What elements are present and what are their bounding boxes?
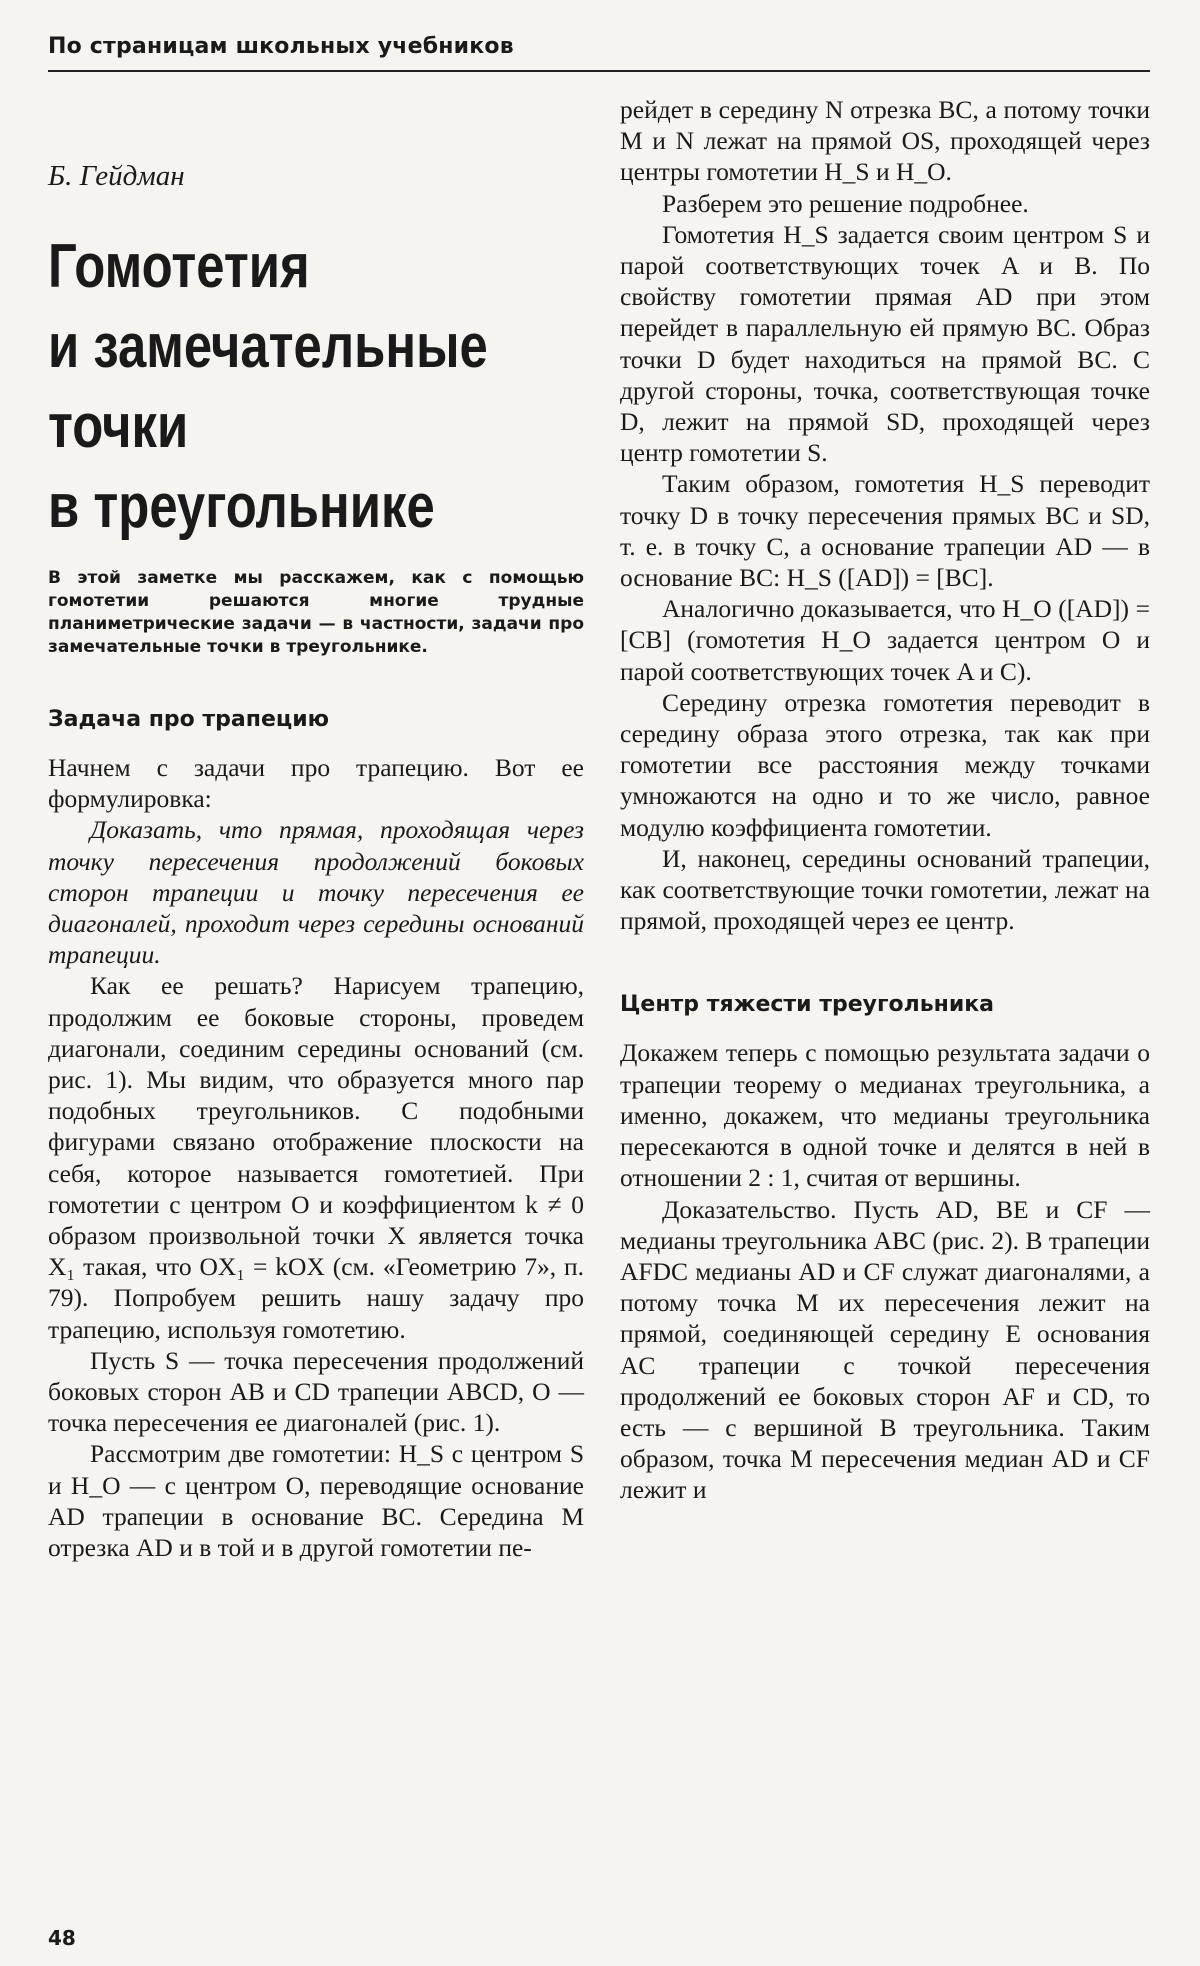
paragraph: И, наконец, середины оснований трапеции, как соответствующие точки гомотетии, лежат на прямой, проходящей через ее центр. [620,843,1150,936]
paragraph: Рассмотрим две гомотетии: H_S с центром S и H_O — с центром O, переводящие основание AD трапеции в основание BC. Середина M отрезка AD и в той и в другой гомотетии пе- [48,1439,584,1563]
header-rule [48,70,1150,72]
paragraph: Начнем с задачи про трапецию. Вот ее формулировка: [48,753,584,814]
title-line: Гомотетия [48,232,310,301]
paragraph: Доказать, что прямая, проходящая через точку пересечения продолжений боковых сторон трапеции и точку пересечения ее диагоналей, проходит через середины оснований трапеции. [48,815,584,970]
paragraph: Доказательство. Пусть AD, BE и CF — медианы треугольника ABC (рис. 2). В трапеции AFDC медианы AD и CF служат диагоналями, а потому точка M их пересечения лежит на прямой, соединяющей середину E основания AC трапеции с точкой пересечения продолжений ее боковых сторон AF и CD, то есть — с вершиной B треугольника. Таким образом, точка M пересечения медиан AD и CF лежит и [620,1194,1150,1505]
running-header: По страницам школьных учебников [48,34,514,59]
right-column [620,94,1150,1506]
section-heading: Центр тяжести треугольника [620,992,995,1018]
paragraph: Докажем теперь с помощью результата задачи о трапеции теорему о медианах треугольника, а именно, докажем, что медианы треугольника пересекаются в одной точке и делятся в ней в отношении 2 : 1, считая от вершины. [620,1038,1150,1193]
article-title [48,227,573,551]
paragraph: Таким образом, гомотетия H_S переводит точку D в точку пересечения прямых BC и SD, т. е. в точку C, а основание трапеции AD — в основание BC: H_S ([AD]) = [BC]. [620,469,1150,593]
section-heading: Задача про трапецию [48,707,329,732]
lead-paragraph: В этой заметке мы расскажем, как с помощью гомотетии решаются многие трудные планиметрические задачи — в частности, задачи про замечательные точки в треугольнике. [48,568,584,657]
paragraph: Разберем это решение подробнее. [662,188,1029,218]
left-column [48,94,584,1563]
paragraph: Гомотетия H_S задается своим центром S и парой соответствующих точек A и B. По свойству гомотетии прямая AD при этом перейдет в параллельную ей прямую BC. Образ точки D будет находиться на прямой BC. С другой стороны, точка, соответствующая точке D, лежит на прямой SD, проходящей через центр гомотетии S. [620,219,1150,468]
title-line: точки [48,392,189,461]
page-number: 48 [48,1926,76,1950]
paragraph: рейдет в середину N отрезка BC, а потому точки M и N лежат на прямой OS, проходящей через центры гомотетии H_S и H_O. [620,95,1150,187]
paragraph: Как ее решать? Нарисуем трапецию, продолжим ее боковые стороны, проведем диагонали, соединим середины оснований (см. рис. 1). Мы видим, что образуется много пар подобных треугольников. С подобными фигурами связано отображение плоскости на себя, которое называется гомотетией. При гомотетии с центром O и коэффициентом k ≠ 0 образом произвольной точки X является точка X₁ такая, что OX₁ = kOX (см. «Геометрию 7», п. 79). Попробуем решить нашу задачу про трапецию, используя гомотетию. [48,971,584,1344]
title-line: и замечательные [48,312,488,381]
paragraph: Аналогично доказывается, что H_O ([AD]) = [CB] (гомотетия H_O задается центром O и парой соответствующих точек A и C). [620,594,1150,686]
title-line: в треугольнике [48,472,435,541]
author: Б. Гейдман [48,160,185,192]
paragraph: Пусть S — точка пересечения продолжений боковых сторон AB и CD трапеции ABCD, O — точка пересечения ее диагоналей (рис. 1). [48,1345,584,1438]
paragraph: Середину отрезка гомотетия переводит в середину образа этого отрезка, так как при гомотетии все расстояния между точками умножаются на одно и то же число, равное модулю коэффициента гомотетии. [620,687,1150,842]
